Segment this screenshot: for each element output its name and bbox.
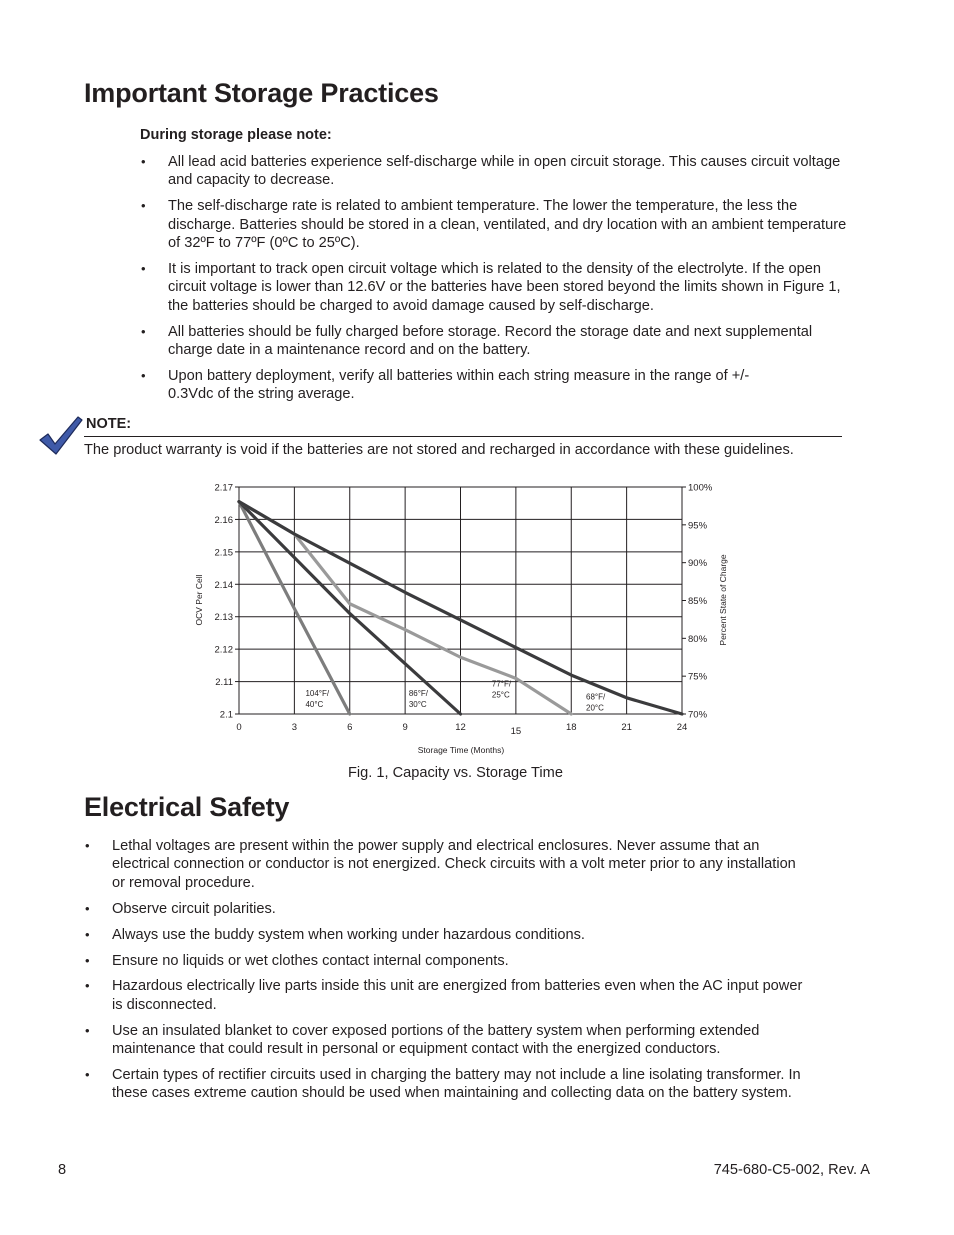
x-tick-label: 12 [455, 722, 466, 733]
y-tick-label: 2.11 [215, 677, 233, 689]
y-tick-label: 2.12 [214, 644, 233, 656]
safety-bullet: • Observe circuit polarities. [112, 900, 837, 918]
storage-heading: Important Storage Practices [84, 78, 439, 108]
y2-tick-label: 75% [688, 671, 708, 683]
y2-tick-label: 100% [688, 482, 713, 494]
x-tick-label: 24 [676, 722, 688, 733]
y2-tick-label: 70% [688, 709, 708, 721]
safety-bullet: • Ensure no liquids or wet clothes contact internal components. [112, 952, 837, 970]
y2-tick-label: 80% [688, 633, 708, 645]
svg-text:30°C: 30°C [408, 700, 427, 710]
figure-caption: Fig. 1, Capacity vs. Storage Time [348, 765, 563, 781]
safety-bullet: • Lethal voltages are present within the power supply and electrical enclosures. Never assume that an electrical connection or conductor is not energized. Check circuits with a volt meter prior to any installation or removal procedure. [112, 837, 802, 892]
y-tick-label: 2.16 [214, 514, 233, 526]
x-tick-label: 0 [236, 722, 242, 733]
series-label [409, 689, 429, 709]
x-tick-label: 9 [402, 722, 408, 733]
y-axis-label: OCV Per Cell [194, 574, 204, 626]
capacity-chart [180, 474, 760, 764]
safety-bullet-list [112, 837, 837, 1110]
x-tick-label: 6 [347, 722, 353, 733]
x-axis-label: Storage Time (Months) [417, 745, 505, 755]
y-tick-label: 2.13 [214, 612, 233, 624]
checkmark-icon [38, 414, 84, 456]
svg-text:25°C: 25°C [491, 690, 510, 700]
x-tick-label: 15 [510, 726, 522, 737]
x-tick-label: 21 [621, 722, 632, 733]
storage-bullet-list [168, 153, 848, 411]
y2-axis-label: Percent State of Charge [718, 554, 728, 646]
series-label [586, 692, 606, 712]
svg-text:77°F/: 77°F/ [491, 679, 512, 689]
safety-bullet: • Use an insulated blanket to cover exposed portions of the battery system when performing extended maintenance that could result in personal or equipment contact with the energized conductors. [112, 1022, 837, 1059]
storage-bullet: • All batteries should be fully charged before storage. Record the storage date and next supplemental charge date in a maintenance record and on the battery. [168, 323, 848, 360]
storage-subheading: During storage please note: [140, 127, 332, 143]
document-id: 745-680-C5-002, Rev. A [713, 1162, 870, 1178]
y2-tick-label: 85% [688, 596, 708, 607]
safety-heading: Electrical Safety [84, 792, 290, 822]
svg-text:68°F/: 68°F/ [586, 692, 606, 702]
svg-text:40°C: 40°C [305, 700, 324, 710]
chart-grid [235, 487, 686, 714]
storage-bullet: • Upon battery deployment, verify all batteries within each string measure in the range of +/- 0.3Vdc of the string average. [168, 367, 778, 404]
x-tick-label: 3 [291, 722, 298, 733]
storage-bullet: • All lead acid batteries experience self-discharge while in open circuit storage. This causes circuit voltage and capacity to decrease. [168, 153, 848, 190]
svg-text:104°F/: 104°F/ [305, 689, 330, 699]
series-label [305, 689, 329, 709]
note-label: NOTE: [86, 416, 132, 432]
storage-bullet: • The self-discharge rate is related to ambient temperature. The lower the temperature, the less the discharge. Batteries should be stored in a clean, ventilated, and dry location with an ambient temperature of 32ºF to 77ºF (0ºC to 25ºC). [168, 197, 848, 252]
safety-bullet: • Hazardous electrically live parts inside this unit are energized from batteries even when the AC input power is disconnected. [112, 977, 812, 1014]
chart-ticks [215, 483, 713, 738]
series-label [492, 679, 512, 699]
x-tick-label: 18 [565, 722, 577, 733]
storage-bullet: • It is important to track open circuit voltage which is related to the density of the electrolyte. If the open circuit voltage is lower than 12.6V or the batteries have been stored beyond the limits shown in Figure 1, the batteries should be charged to avoid damage caused by self-discharge. [168, 260, 848, 315]
note-divider [84, 436, 842, 437]
note-text: The product warranty is void if the batteries are not stored and recharged in accordance with these guidelines. [84, 442, 794, 458]
y2-tick-label: 90% [688, 558, 708, 570]
safety-bullet: • Certain types of rectifier circuits used in charging the battery may not include a line isolating transformer. In these cases extreme caution should be used when maintaining and collecting data on the battery system. [112, 1066, 837, 1103]
svg-text:86°F/: 86°F/ [408, 689, 429, 699]
y-tick-label: 2.14 [214, 579, 233, 591]
y-tick-label: 2.17 [214, 482, 233, 494]
page-number: 8 [58, 1162, 67, 1178]
svg-text:20°C: 20°C [586, 703, 604, 713]
y-tick-label: 2.15 [214, 547, 233, 559]
safety-bullet: • Always use the buddy system when working under hazardous conditions. [112, 926, 837, 944]
y2-tick-label: 95% [688, 520, 708, 532]
y-tick-label: 2.1 [219, 709, 233, 721]
